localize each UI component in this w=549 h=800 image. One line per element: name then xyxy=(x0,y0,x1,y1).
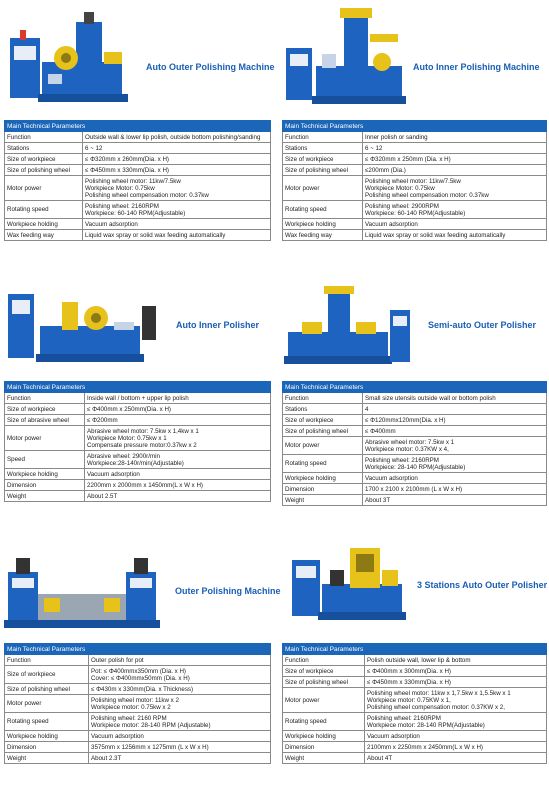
param-name: Dimension xyxy=(5,480,85,491)
table-row xyxy=(5,684,271,695)
param-value-line: Vacuum adsorption xyxy=(85,220,138,228)
machine-photo-3-stations-auto-outer-polisher xyxy=(282,540,410,634)
param-value-line: Abrasive wheel motor: 7.5kw x 1 xyxy=(365,438,455,446)
spec-rows xyxy=(5,655,271,764)
param-name: Dimension xyxy=(283,484,363,495)
param-name: Workpiece holding xyxy=(283,219,363,230)
param-name: Size of polishing wheel xyxy=(5,684,89,695)
param-name: Size of polishing wheel xyxy=(283,165,363,176)
table-row xyxy=(5,393,271,404)
param-name: Motor power xyxy=(283,437,363,455)
machine-photo-auto-outer-polishing xyxy=(4,4,136,114)
param-value xyxy=(363,455,547,473)
param-value-line: Workpiece Motor: 0.75kw xyxy=(85,184,155,192)
param-name: Size of workpiece xyxy=(5,154,83,165)
param-value xyxy=(89,695,271,713)
table-row xyxy=(5,480,271,491)
spec-rows xyxy=(5,132,271,241)
table-row xyxy=(5,491,271,502)
param-name: Function xyxy=(5,655,89,666)
param-value xyxy=(363,404,547,415)
param-value-line: Workpiece: 28-140 RPM(Adjustable) xyxy=(365,463,466,471)
spec-table xyxy=(4,381,271,502)
param-name: Dimension xyxy=(283,742,365,753)
param-name: Size of workpiece xyxy=(283,415,363,426)
param-name: Motor power xyxy=(283,176,363,201)
param-value xyxy=(85,404,271,415)
param-name: Weight xyxy=(5,491,85,502)
param-name: Function xyxy=(283,655,365,666)
table-row xyxy=(5,695,271,713)
param-value xyxy=(365,731,547,742)
param-value-line: Pot: ≤ Φ400mmx350mm (Dia. x H) xyxy=(91,667,186,675)
table-row xyxy=(5,451,271,469)
param-value-line: Vacuum adsorption xyxy=(87,470,140,478)
param-name: Size of polishing wheel xyxy=(283,426,363,437)
table-row xyxy=(283,753,547,764)
param-value xyxy=(83,230,271,241)
param-value xyxy=(365,666,547,677)
param-value-line: Vacuum adsorption xyxy=(365,474,418,482)
param-value xyxy=(363,426,547,437)
table-row xyxy=(5,143,271,154)
param-value-line: Polishing wheel motor: 11kw x 1,7.5kw x 1,5.5kw x 1 xyxy=(367,689,511,697)
param-value-line: ≤ Φ450mm x 330mm(Dia. x H) xyxy=(367,678,451,686)
param-value-line: Workpiece motor: 28-140 RPM (Adjustable) xyxy=(91,721,211,729)
table-row xyxy=(5,753,271,764)
param-value xyxy=(363,132,547,143)
param-value-line: Compensate pressure motor:0.37kw x 2 xyxy=(87,441,197,449)
param-value xyxy=(83,143,271,154)
param-value-line: ≤200mm (Dia.) xyxy=(365,166,406,174)
spec-table xyxy=(282,381,547,506)
product-title: Semi-auto Outer Polisher xyxy=(428,320,537,330)
param-name: Size of polishing wheel xyxy=(283,677,365,688)
table-row xyxy=(283,143,547,154)
table-header: Main Technical Parameters xyxy=(283,382,547,393)
product-title: Auto Outer Polishing Machine xyxy=(146,62,275,72)
param-value xyxy=(363,201,547,219)
param-value xyxy=(89,666,271,684)
spec-rows xyxy=(283,655,547,764)
param-value xyxy=(363,230,547,241)
table-row xyxy=(5,219,271,230)
table-row xyxy=(5,469,271,480)
table-row xyxy=(5,426,271,451)
param-value-line: Workpiece motor: 28-140 RPM(Adjustable) xyxy=(367,721,485,729)
table-row xyxy=(5,132,271,143)
param-value xyxy=(363,393,547,404)
param-value-line: Polishing wheel compensation motor: 0.37kw xyxy=(365,191,489,199)
param-value-line: Liquid wax spray or solid wax feeding automatically xyxy=(365,231,506,239)
product-title: Outer Polishing Machine xyxy=(175,586,281,596)
param-value-line: Vacuum adsorption xyxy=(367,732,420,740)
param-value-line: Workpiece Motor: 0.75kw xyxy=(365,184,435,192)
param-value-line: Small size utensils outside wall or bottom polish xyxy=(365,394,496,402)
table-row xyxy=(5,176,271,201)
param-value-line: Outside wall & lower lip polish, outside bottom polishing/sanding xyxy=(85,133,261,141)
param-name: Workpiece holding xyxy=(5,219,83,230)
param-name: Rotating speed xyxy=(283,455,363,473)
table-row xyxy=(283,688,547,713)
param-name: Weight xyxy=(283,495,363,506)
param-value-line: Vacuum adsorption xyxy=(365,220,418,228)
table-row xyxy=(283,713,547,731)
param-name: Rotating speed xyxy=(5,201,83,219)
param-value-line: Polishing wheel: 2160RPM xyxy=(367,714,441,722)
param-value-line: ≤ Φ120mmx120mm(Dia. x H) xyxy=(365,416,446,424)
param-value xyxy=(85,491,271,502)
param-value xyxy=(89,742,271,753)
param-value-line: Workpiece motor: 0.75KW x 1, xyxy=(367,696,451,704)
param-value-line: Workpiece motor: 0.75kw x 2 xyxy=(91,703,171,711)
param-value xyxy=(85,480,271,491)
spec-table xyxy=(282,120,547,241)
param-name: Size of workpiece xyxy=(5,666,89,684)
param-name: Stations xyxy=(283,143,363,154)
param-name: Motor power xyxy=(283,688,365,713)
param-name: Stations xyxy=(5,143,83,154)
product-title: 3 Stations Auto Outer Polisher xyxy=(417,580,548,590)
table-row xyxy=(283,201,547,219)
param-value-line: Polish outside wall, lower lip & bottom xyxy=(367,656,471,664)
table-row xyxy=(5,230,271,241)
table-header: Main Technical Parameters xyxy=(283,644,547,655)
param-value-line: ≤ Φ400mm x 300mm(Dia. x H) xyxy=(367,667,451,675)
table-row xyxy=(5,415,271,426)
spec-table xyxy=(282,643,547,764)
machine-photo-semi-auto-outer-polisher xyxy=(282,282,414,372)
param-value-line: Vacuum adsorption xyxy=(91,732,144,740)
param-value-line: Polishing wheel motor: 11kw/7.5kw xyxy=(85,177,181,185)
param-value xyxy=(89,753,271,764)
param-value-line: About 3T xyxy=(365,496,391,504)
param-value xyxy=(363,437,547,455)
param-value-line: 6 ~ 12 xyxy=(365,144,383,152)
param-name: Rotating speed xyxy=(283,201,363,219)
param-value-line: ≤ Φ400mm x 250mm(Dia. x H) xyxy=(87,405,171,413)
param-value xyxy=(83,201,271,219)
param-value xyxy=(89,731,271,742)
table-row xyxy=(283,154,547,165)
table-row xyxy=(5,154,271,165)
param-value-line: About 2.3T xyxy=(91,754,122,762)
param-value-line: Inside wall / bottom + upper lip polish xyxy=(87,394,189,402)
param-value xyxy=(363,415,547,426)
param-value xyxy=(363,165,547,176)
table-row xyxy=(283,655,547,666)
param-value xyxy=(85,469,271,480)
param-name: Size of workpiece xyxy=(5,404,85,415)
table-row xyxy=(283,495,547,506)
param-value xyxy=(365,742,547,753)
param-value-line: Liquid wax spray or solid wax feeding automatically xyxy=(85,231,226,239)
param-value xyxy=(85,451,271,469)
machine-photo-auto-inner-polishing xyxy=(282,4,412,114)
param-value xyxy=(363,484,547,495)
param-value xyxy=(83,176,271,201)
table-header: Main Technical Parameters xyxy=(5,382,271,393)
spec-table xyxy=(4,643,271,764)
param-value-line: Polishing wheel: 2160 RPM xyxy=(91,714,167,722)
param-value-line: Polishing wheel compensation motor: 0.37KW x 2, xyxy=(367,703,505,711)
param-value-line: Workpiece:28-140r/min(Adjustable) xyxy=(87,459,184,467)
param-value xyxy=(85,393,271,404)
table-row xyxy=(283,426,547,437)
param-name: Motor power xyxy=(5,176,83,201)
param-value xyxy=(363,219,547,230)
param-value xyxy=(363,154,547,165)
param-value-line: Abrasive wheel: 2900r/min xyxy=(87,452,160,460)
table-row xyxy=(283,165,547,176)
param-value-line: Polishing wheel: 2160RPM xyxy=(85,202,159,210)
table-row xyxy=(5,666,271,684)
table-row xyxy=(5,404,271,415)
param-value-line: 2200mm x 2000mm x 1450mm(L x W x H) xyxy=(87,481,203,489)
table-header: Main Technical Parameters xyxy=(5,121,271,132)
product-title: Auto Inner Polisher xyxy=(176,320,260,330)
param-name: Weight xyxy=(283,753,365,764)
product-title: Auto Inner Polishing Machine xyxy=(413,62,540,72)
param-value-line: Polishing wheel motor: 11kw/7.5kw xyxy=(365,177,461,185)
machine-photo-auto-inner-polisher xyxy=(4,282,164,372)
param-name: Rotating speed xyxy=(283,713,365,731)
param-value-line: 6 ~ 12 xyxy=(85,144,103,152)
param-name: Workpiece holding xyxy=(5,469,85,480)
param-value-line: 2100mm x 2250mm x 2450mm(L x W x H) xyxy=(367,743,483,751)
table-row xyxy=(283,393,547,404)
table-row xyxy=(5,742,271,753)
table-row xyxy=(5,655,271,666)
table-row xyxy=(283,473,547,484)
param-value xyxy=(363,473,547,484)
param-value xyxy=(83,165,271,176)
param-name: Size of workpiece xyxy=(283,154,363,165)
param-name: Dimension xyxy=(5,742,89,753)
table-row xyxy=(283,219,547,230)
param-value-line: ≤ Φ400mm xyxy=(365,427,396,435)
param-value xyxy=(89,684,271,695)
spec-table xyxy=(4,120,271,241)
table-row xyxy=(283,484,547,495)
table-row xyxy=(5,201,271,219)
param-name: Motor power xyxy=(5,695,89,713)
param-value xyxy=(363,176,547,201)
param-name: Function xyxy=(5,132,83,143)
param-value xyxy=(83,132,271,143)
table-row xyxy=(283,437,547,455)
param-value-line: ≤ Φ320mm x 250mm (Dia. x H) xyxy=(365,155,451,163)
param-name: Size of workpiece xyxy=(283,666,365,677)
param-value xyxy=(365,677,547,688)
param-value xyxy=(365,688,547,713)
param-name: Function xyxy=(5,393,85,404)
param-value xyxy=(365,713,547,731)
table-row xyxy=(5,165,271,176)
param-name: Rotating speed xyxy=(5,713,89,731)
param-value-line: Polishing wheel motor: 11kw x 2 xyxy=(91,696,179,704)
table-row xyxy=(283,230,547,241)
param-value-line: 1700 x 2100 x 2100mm (L x W x H) xyxy=(365,485,463,493)
table-row xyxy=(283,176,547,201)
param-name: Speed xyxy=(5,451,85,469)
table-row xyxy=(283,677,547,688)
param-value-line: 3575mm x 1256mm x 1275mm (L x W x H) xyxy=(91,743,209,751)
param-value-line: Workpiece: 60-140 RPM(Adjustable) xyxy=(85,209,186,217)
param-name: Wax feeding way xyxy=(283,230,363,241)
machine-photo-outer-polishing xyxy=(4,548,160,634)
param-name: Motor power xyxy=(5,426,85,451)
param-value xyxy=(83,219,271,230)
param-value-line: Polishing wheel: 2160RPM xyxy=(365,456,439,464)
param-value-line: About 4T xyxy=(367,754,393,762)
param-value xyxy=(89,713,271,731)
param-value-line: Inner polish or sanding xyxy=(365,133,428,141)
param-value xyxy=(85,415,271,426)
table-row xyxy=(283,415,547,426)
param-value-line: Workpiece Motor: 0.75kw x 1 xyxy=(87,434,167,442)
param-value xyxy=(85,426,271,451)
param-name: Workpiece holding xyxy=(283,473,363,484)
spec-rows xyxy=(283,393,547,506)
table-row xyxy=(283,132,547,143)
param-value xyxy=(363,143,547,154)
table-row xyxy=(283,742,547,753)
param-value-line: Outer polish for pot xyxy=(91,656,144,664)
param-name: Workpiece holding xyxy=(283,731,365,742)
param-value-line: ≤ Φ320mm x 260mm(Dia. x H) xyxy=(85,155,169,163)
param-name: Size of polishing wheel xyxy=(5,165,83,176)
param-name: Stations xyxy=(283,404,363,415)
table-row xyxy=(283,404,547,415)
param-name: Function xyxy=(283,393,363,404)
param-name: Workpiece holding xyxy=(5,731,89,742)
param-value-line: Abrasive wheel motor: 7.5kw x 1,4kw x 1 xyxy=(87,427,199,435)
param-value-line: Workpiece: 60-140 RPM(Adjustable) xyxy=(365,209,466,217)
param-name: Function xyxy=(283,132,363,143)
table-row xyxy=(283,455,547,473)
param-value xyxy=(363,495,547,506)
spec-rows xyxy=(5,393,271,502)
param-value-line: ≤ Φ200mm xyxy=(87,416,118,424)
param-value-line: Cover: ≤ Φ400mmx50mm (Dia. x H) xyxy=(91,674,190,682)
table-row xyxy=(5,713,271,731)
param-value-line: 4 xyxy=(365,405,369,413)
param-value-line: Polishing wheel: 2900RPM xyxy=(365,202,439,210)
param-value xyxy=(365,655,547,666)
param-value-line: Workpiece motor: 0.37KW x 4, xyxy=(365,445,449,453)
table-row xyxy=(283,666,547,677)
param-value xyxy=(89,655,271,666)
param-name: Size of abrasive wheel xyxy=(5,415,85,426)
param-value xyxy=(365,753,547,764)
param-value-line: ≤ Φ430m x 330mm(Dia. x Thickness) xyxy=(91,685,194,693)
spec-rows xyxy=(283,132,547,241)
table-row xyxy=(283,731,547,742)
param-value-line: ≤ Φ450mm x 330mm(Dia. x H) xyxy=(85,166,169,174)
param-value-line: About 2.5T xyxy=(87,492,118,500)
param-name: Weight xyxy=(5,753,89,764)
table-header: Main Technical Parameters xyxy=(283,121,547,132)
param-value xyxy=(83,154,271,165)
param-name: Wax feeding way xyxy=(5,230,83,241)
table-row xyxy=(5,731,271,742)
table-header: Main Technical Parameters xyxy=(5,644,271,655)
param-value-line: Polishing wheel compensation motor: 0.37kw xyxy=(85,191,209,199)
